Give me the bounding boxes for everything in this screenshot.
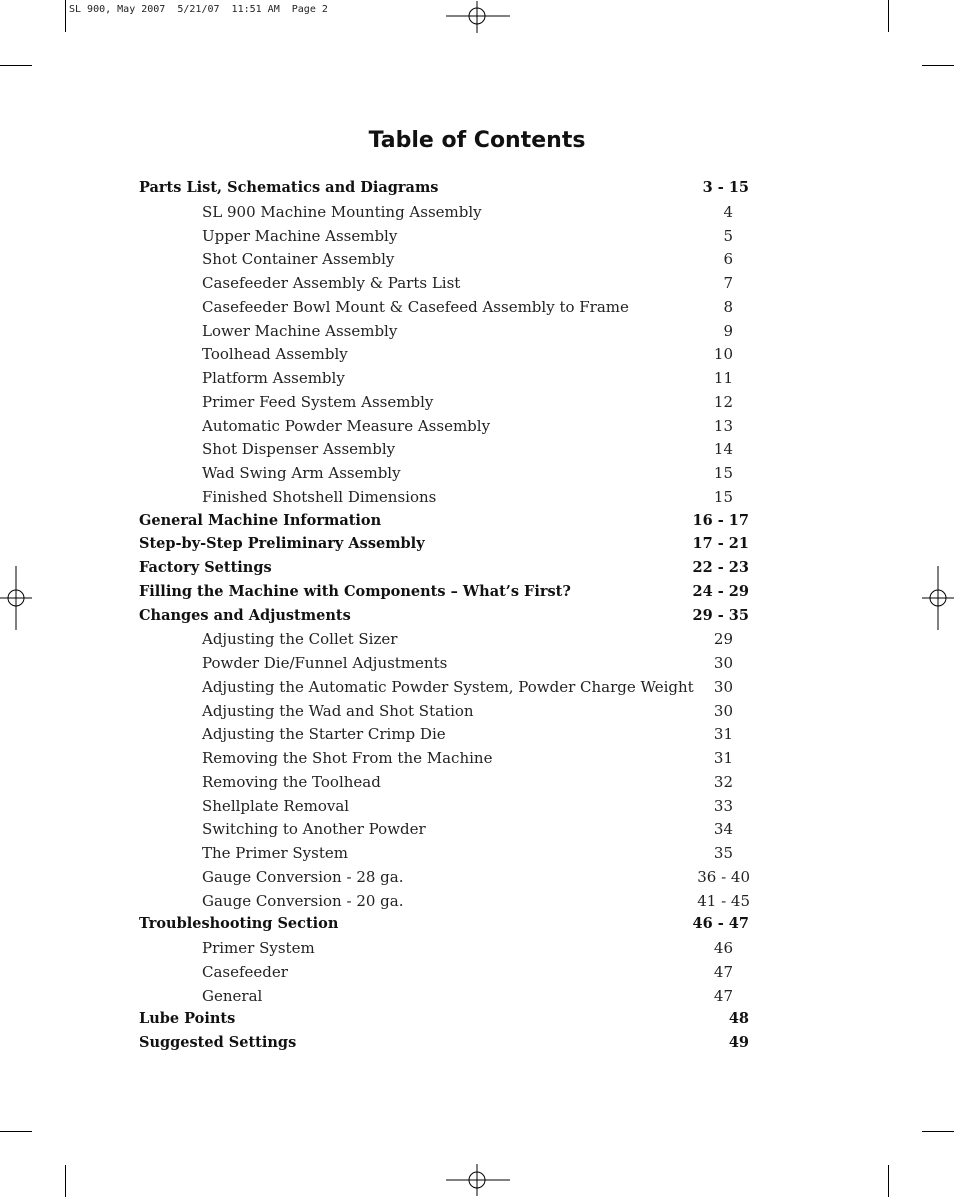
toc-entry-label: Primer Feed System Assembly [202,392,434,411]
toc-entry-label: Wad Swing Arm Assembly [202,464,401,482]
toc-item-row[interactable] [0,984,954,1008]
toc-item-row[interactable] [0,247,954,271]
registration-mark-bottom [446,1164,510,1196]
toc-section-row[interactable] [0,556,954,580]
toc-item-row[interactable] [0,390,954,414]
toc-entry-label: Removing the Toolhead [202,772,381,791]
toc-entry-page: 10 [713,345,733,364]
toc-entry-label: The Primer System [202,844,348,862]
toc-entry-label: General [202,986,263,1005]
toc-section-row[interactable] [0,509,954,533]
toc-item-row[interactable] [0,651,954,675]
toc-entry-page: 11 [713,369,733,387]
toc-entry-page: 32 [713,772,733,791]
toc-entry-page: 36 - 40 [697,867,750,886]
toc-entry-page: 46 - 47 [692,915,749,933]
toc-section-row[interactable] [0,912,954,936]
toc-entry-label: Changes and Adjustments [139,606,351,624]
toc-item-row[interactable] [0,889,954,913]
toc-entry-page: 46 [713,939,733,957]
toc-entry-page: 30 [713,701,733,720]
crop-mark-bottom-right-horizontal [922,1131,954,1132]
toc-entry-label: Parts List, Schematics and Diagrams [139,179,439,196]
toc-entry-label: Primer System [202,939,315,957]
toc-entry-label: Platform Assembly [202,369,345,387]
toc-entry-page: 15 [713,464,733,482]
toc-entry-page: 34 [713,820,733,839]
toc-entry-page: 30 [713,677,733,696]
toc-entry-page: 13 [713,416,733,435]
toc-item-row[interactable] [0,295,954,319]
toc-entry-label: Step-by-Step Preliminary Assembly [139,535,425,553]
toc-entry-page: 5 [723,226,733,245]
toc-entry-page: 14 [713,440,733,459]
toc-entry-page: 24 - 29 [692,582,749,600]
toc-entry-label: General Machine Information [139,511,382,529]
toc-entry-label: Automatic Powder Measure Assembly [202,416,491,435]
toc-item-row[interactable] [0,461,954,485]
toc-entry-label: Powder Die/Funnel Adjustments [202,654,448,672]
toc-entry-page: 3 - 15 [702,179,749,196]
toc-entry-page: 33 [713,796,733,815]
crop-mark-top-right-horizontal [922,65,954,66]
toc-section-row[interactable] [0,604,954,628]
toc-item-row[interactable] [0,627,954,651]
toc-entry-label: Switching to Another Powder [202,820,426,839]
toc-section-row[interactable] [0,580,954,604]
toc-entry-page: 29 [713,630,733,649]
toc-entry-label: Gauge Conversion - 28 ga. [202,867,404,886]
toc-entry-label: Casefeeder Bowl Mount & Casefeed Assembly to Frame [202,297,629,316]
toc-item-row[interactable] [0,746,954,770]
page-title: Table of Contents [368,127,586,153]
toc-entry-label: Troubleshooting Section [139,915,339,933]
toc-entry-label: Lube Points [139,1010,236,1028]
toc-item-row[interactable] [0,271,954,295]
toc-entry-label: Adjusting the Wad and Shot Station [202,701,474,720]
toc-item-row[interactable] [0,437,954,461]
toc-entry-page: 47 [713,986,733,1005]
toc-item-row[interactable] [0,936,954,960]
toc-entry-page: 31 [713,725,733,744]
crop-mark-top-left-horizontal [0,65,32,66]
toc-entry-label: Shot Container Assembly [202,250,395,269]
toc-item-row[interactable] [0,794,954,818]
toc-entry-page: 35 [713,844,733,862]
toc-entry-page: 48 [728,1010,749,1028]
toc-item-row[interactable] [0,366,954,390]
toc-entry-label: SL 900 Machine Mounting Assembly [202,202,482,221]
toc-item-row[interactable] [0,200,954,224]
toc-section-row[interactable] [0,532,954,556]
toc-entry-label: Finished Shotshell Dimensions [202,487,437,506]
toc-entry-page: 6 [723,250,733,269]
toc-entry-page: 4 [723,202,733,221]
toc-item-row[interactable] [0,841,954,865]
toc-entry-label: Filling the Machine with Components – What’s First? [139,582,571,600]
toc-section-row[interactable] [0,176,954,200]
toc-entry-page: 30 [713,654,733,672]
toc-section-row[interactable] [0,1031,954,1055]
toc-item-row[interactable] [0,865,954,889]
crop-mark-top-left-vertical [65,0,66,32]
crop-mark-bottom-left-vertical [65,1165,66,1197]
toc-item-row[interactable] [0,960,954,984]
toc-entry-page: 41 - 45 [697,891,750,910]
toc-item-row[interactable] [0,319,954,343]
toc-entry-label: Shellplate Removal [202,796,350,815]
toc-entry-page: 17 - 21 [692,535,749,553]
toc-entry-label: Casefeeder Assembly & Parts List [202,274,461,292]
toc-entry-page: 16 - 17 [692,511,749,529]
toc-item-row[interactable] [0,675,954,699]
toc-entry-page: 9 [723,321,733,340]
toc-entry-page: 29 - 35 [692,606,749,624]
toc-entry-label: Upper Machine Assembly [202,226,398,245]
toc-entry-label: Removing the Shot From the Machine [202,749,493,767]
toc-item-row[interactable] [0,722,954,746]
toc-item-row[interactable] [0,485,954,509]
toc-entry-page: 31 [713,749,733,767]
toc-section-row[interactable] [0,1007,954,1031]
toc-entry-label: Casefeeder [202,962,288,981]
toc-entry-label: Shot Dispenser Assembly [202,440,396,459]
toc-entry-page: 8 [723,297,733,316]
toc-item-row[interactable] [0,224,954,248]
toc-entry-page: 7 [723,274,733,292]
toc-entry-label: Gauge Conversion - 20 ga. [202,891,404,910]
crop-mark-top-right-vertical [888,0,889,32]
toc-entry-label: Toolhead Assembly [202,345,348,364]
toc-entry-label: Adjusting the Starter Crimp Die [202,725,446,744]
toc-item-row[interactable] [0,817,954,841]
toc-item-row[interactable] [0,770,954,794]
toc-item-row[interactable] [0,414,954,438]
toc-entry-page: 49 [728,1034,749,1051]
crop-mark-bottom-left-horizontal [0,1131,32,1132]
toc-entry-label: Adjusting the Automatic Powder System, Powder Charge Weight [202,677,694,696]
toc-entry-page: 12 [713,392,733,411]
toc-entry-page: 15 [713,487,733,506]
print-slug-line: SL 900, May 2007 5/21/07 11:51 AM Page 2 [69,4,328,15]
toc-entry-label: Factory Settings [139,559,272,576]
toc-item-row[interactable] [0,342,954,366]
toc-entry-page: 47 [713,962,733,981]
toc-item-row[interactable] [0,699,954,723]
toc-entry-label: Adjusting the Collet Sizer [202,630,398,649]
registration-mark-top [446,1,510,33]
toc-entry-label: Suggested Settings [139,1034,297,1051]
crop-mark-bottom-right-vertical [888,1165,889,1197]
toc-entry-page: 22 - 23 [692,559,749,576]
toc-entry-label: Lower Machine Assembly [202,321,398,340]
